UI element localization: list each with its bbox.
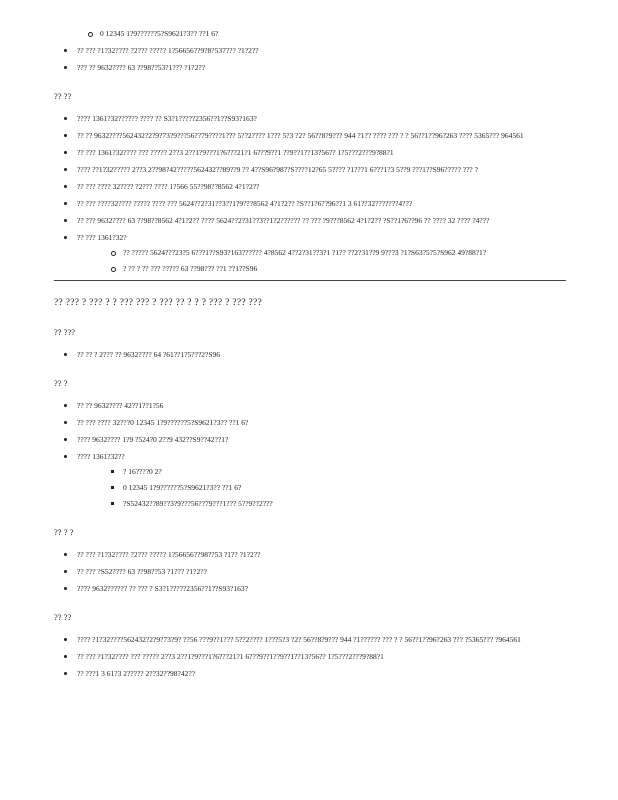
nested-list bbox=[77, 466, 566, 509]
list-item: ???? ?1?32????562432?2?9?73?9? ??56 ???9??1??? 5??2???? 1???5?3 ?2? 56??8?9??? 944 ?1?????? ??? ? ? 56??1??96?263 ??? ?5365??? ?964561 bbox=[54, 634, 566, 645]
list-item: ??? ?? 9632???? 63 ??98??53?1??? ?1?2?? bbox=[54, 62, 566, 73]
nested-list-item: ? ?? ? ?? ??? ????? 63 ??98??? ??1 ??1??S96 bbox=[77, 263, 566, 274]
list-item bbox=[54, 232, 566, 274]
list-item: ?? ??? 1361?32???? ??? ????? 2??3 2??1?9???1?6???21?1 6???9??1 ??9??1??13?56?? 1?5???2???9?88?1 bbox=[54, 147, 566, 158]
top-list bbox=[54, 45, 566, 73]
list-item: ?? ???1 3 61?3 2????? 2??32??98?42?? bbox=[54, 668, 566, 679]
section-c-list bbox=[54, 400, 566, 509]
section-c-heading: ?? ? bbox=[54, 378, 68, 388]
main-heading: ?? ??? ? ??? ? ? ??? ??? ? ??? ?? ? ? ? ??? ? ??? ??? bbox=[54, 298, 263, 308]
list-item: ?? ??? ???? 32???? ?2??? ???? 1?566 55??98??8562 4?1?2?? bbox=[54, 181, 566, 192]
list-item: ???? 1361?32?????? ???? ?? S3?1?????2356??1??S93?163? bbox=[54, 113, 566, 124]
list-item: ?? ??? 9632???? 63 ??98??8562 4?1?2?? ???? 5624??2?31??3??1?2?????? ?? ??? ?9???8562 4?1?2?? ?S??1?6??96 ?? ???? 32 ???? ?4??? bbox=[54, 215, 566, 226]
list-item: ???? ??1?32????? 2??3 2??98?42?????562432??89??9 ?? 4??S96?98??S????12?65 5???? ?1???1 6???1?3 5??9 ???1??S96????? ??? ? bbox=[54, 164, 566, 175]
list-item: ???? 9632???? 1?9 ?524?0 2??9 432??S9??42??1? bbox=[54, 434, 566, 445]
nested-list-item: ?? ????? 5624???23?5 6???1??S93?163?????? 4?8562 4??2?31??3?1 ?1?? ??2?31??9 9???3 ?1?S63?5?5?S962 49?88?1? bbox=[77, 247, 566, 258]
list-item: ?? ?? ? 2??? ?? 9632???? 64 ?61??1?5???2?S96 bbox=[54, 349, 566, 360]
list-item: ?? ??? ?1?32???? ??? ????? 2??3 2??1?9???1?6???21?1 6???9??1??9??1??13?56?? 1?5???2???9?88?1 bbox=[54, 651, 566, 662]
document-content bbox=[54, 28, 566, 685]
section-b-list bbox=[54, 349, 566, 360]
list-item: 0 12345 1?9??????5?S9621?3?? ??1 6? bbox=[54, 28, 566, 39]
section-e-heading: ?? ?? bbox=[54, 612, 72, 622]
list-item bbox=[54, 451, 566, 509]
nested-list bbox=[77, 247, 566, 274]
section-a-list bbox=[54, 113, 566, 274]
list-item: ???? 9632?????? ?? ??? ? S3?1?????2356??1??S93?163? bbox=[54, 583, 566, 594]
section-a-heading: ?? ?? bbox=[54, 91, 72, 101]
list-item: ?? ??? ???? 32???0 12345 1?9??????5?S9621?3?? ??1 6? bbox=[54, 417, 566, 428]
list-item: ?? ?? 9632????562432?2?9?73?9???56??79????1??? 5??2???? 1??? 5?3 ?2? 56??8?9??? 944 ?1?? ???? ??? ? ? 56??1??96?263 ???? 5365??? 964561 bbox=[54, 130, 566, 141]
nested-list-item: 0 12345 1?9??????5?S9621?3?? ??1 6? bbox=[77, 482, 566, 493]
top-lead-list bbox=[54, 28, 566, 39]
nested-list-item: ? 16????0 2? bbox=[77, 466, 566, 477]
list-item: ?? ??? ?S52???? 63 ??98??53 ?1??? ?1?2?? bbox=[54, 566, 566, 577]
section-d-list bbox=[54, 549, 566, 594]
list-item: ?? ??? ????32???? ????? ???? ??? 5624??2?31??3??1?9???8562 4?1?2?? ?S??1?6??96??1 3 61??32???????4??? bbox=[54, 198, 566, 209]
list-item: ?? ??? ?1?32???? ?2??? ????? 1?56656??9?8?537??? ?1?2?? bbox=[54, 45, 566, 56]
section-b-heading: ?? ??? bbox=[54, 327, 75, 337]
list-item-text: ?? ??? 1361?32? bbox=[77, 233, 127, 242]
list-item: ?? ?? 9632???? 42??1??1?56 bbox=[54, 400, 566, 411]
horizontal-divider bbox=[54, 280, 566, 281]
list-item-text: ???? 1361?32?? bbox=[77, 452, 125, 461]
nested-list-item: ?S52432??89??3?9???56??79???1??? 5??9??2??? bbox=[77, 498, 566, 509]
section-d-heading: ?? ? ? bbox=[54, 527, 74, 537]
list-item: ?? ??? ?1?32???? ?2??? ????? 1?56656??98??53 ?1?? ?1?2?? bbox=[54, 549, 566, 560]
section-e-list bbox=[54, 634, 566, 679]
